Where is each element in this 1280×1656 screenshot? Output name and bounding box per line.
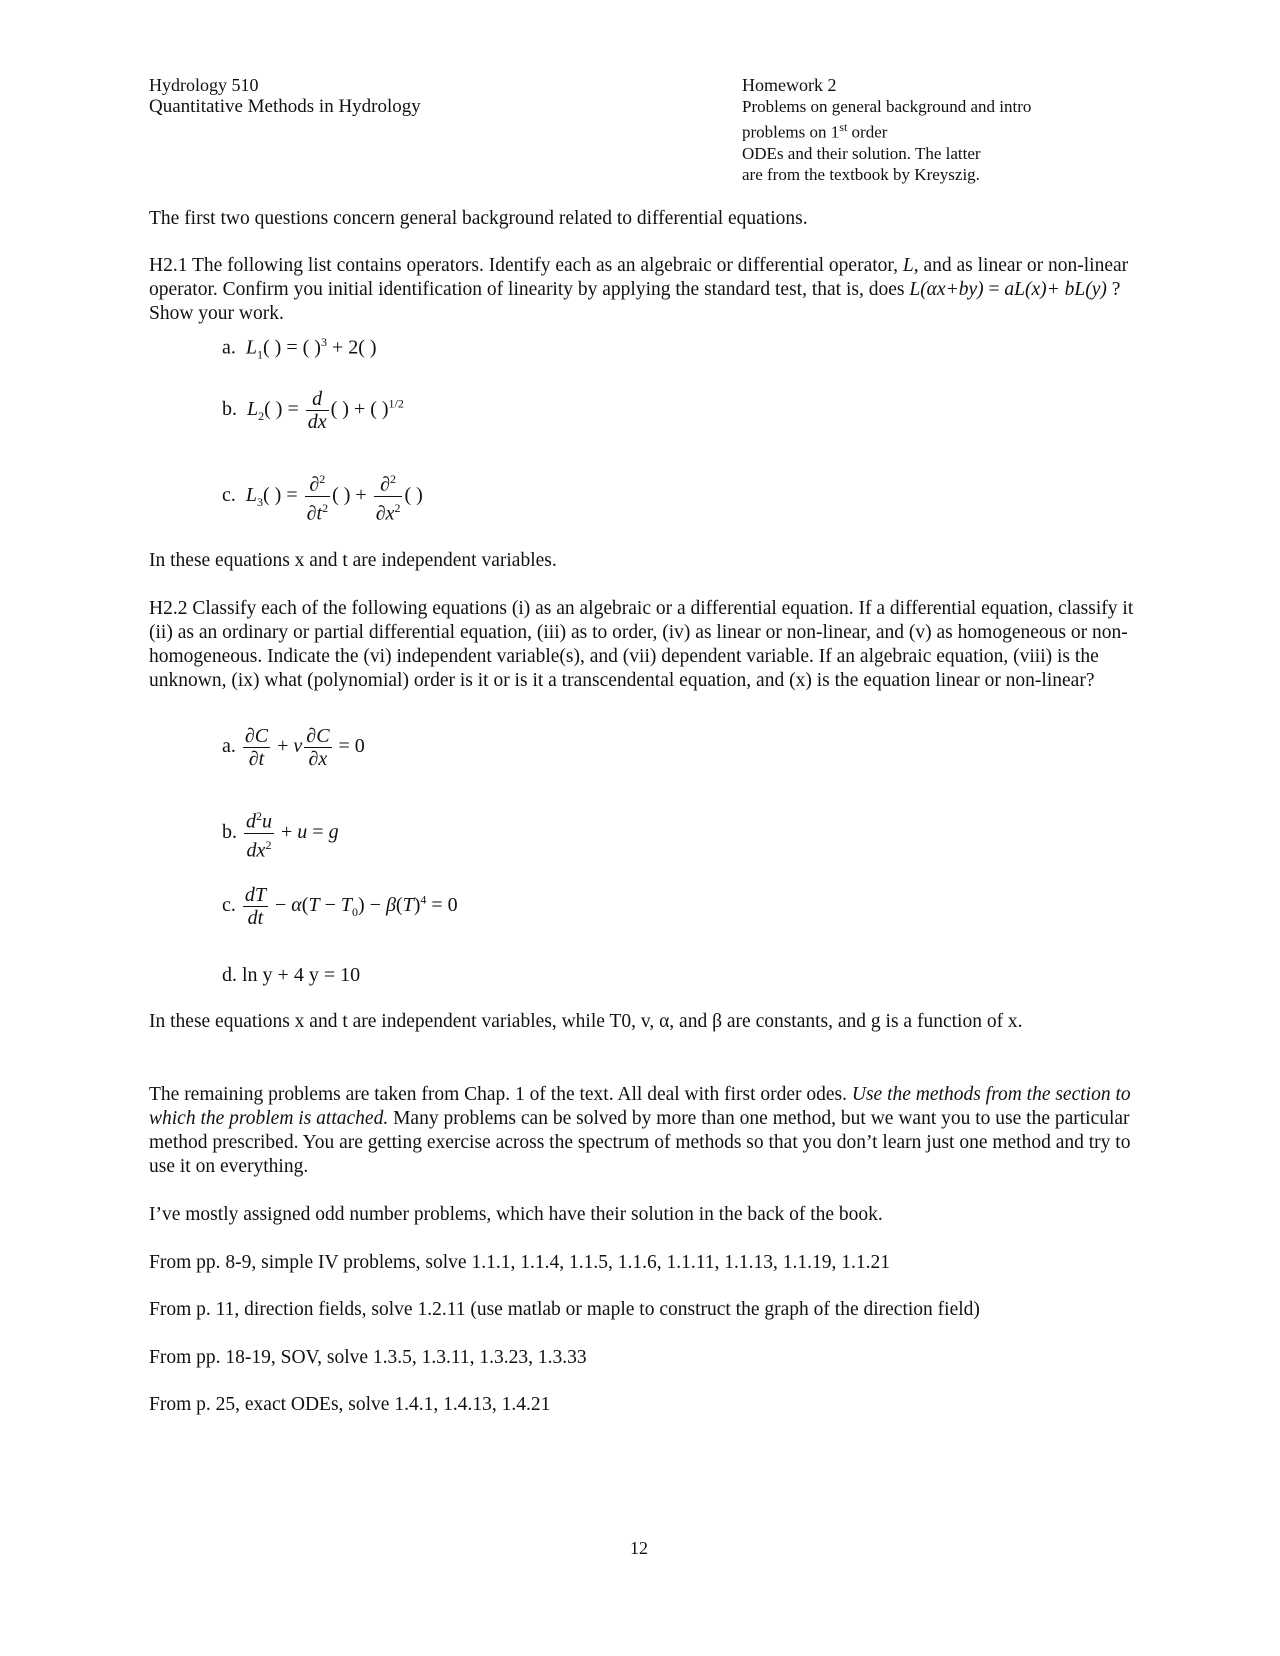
homework-desc-2a: problems on 1 — [742, 122, 840, 142]
h22-equation-b: b. $\frac{d^2u}{dx^2}$ + u = g — [222, 805, 339, 861]
fraction-dT-dt: $\frac{dT}{dt}$ — [244, 884, 267, 929]
homework-desc-2sup: st — [839, 120, 848, 134]
homework-title: Homework 2 — [742, 75, 837, 95]
h21-text-4: ? Show your work. — [149, 279, 1121, 324]
homework-desc-line-2 — [742, 117, 1102, 143]
h21-a-label: a. — [222, 336, 236, 359]
assignment-line: From p. 11, direction fields, solve 1.2.11 (use matlab or maple to construct the graph of the direction field) — [149, 1299, 980, 1320]
h22-equation-a: a. $\frac{\partial C}{\partial t}$ + v $\frac{\partial C}{\partial x}$ = 0 — [222, 725, 365, 770]
h21-text-2: , and as linear or non-linear operator. Confirm you initial identification of linearity by applying the standard test, that is, does — [149, 255, 1129, 300]
course-title: Quantitative Methods in Hydrology — [149, 96, 421, 117]
remaining-text-2: Many problems can be solved by more than one method, but we want you to use the particular method prescribed. You are getting exercise across the spectrum of methods so that you don’t learn just one method and try to use it on everything. — [149, 1108, 1131, 1177]
assignment-line: From p. 25, exact ODEs, solve 1.4.1, 1.4.13, 1.4.21 — [149, 1394, 551, 1415]
homework-desc-line-4: are from the textbook by Kreyszig. — [742, 164, 980, 184]
page-number: 12 — [630, 1538, 648, 1558]
remaining-paragraph — [149, 1083, 1141, 1179]
fraction-dC-dx: $\frac{\partial C}{\partial x}$ — [306, 725, 330, 770]
h22-b-label: b. — [222, 820, 237, 843]
fraction-d2-dt2: $\frac{\partial^2}{\partial t^2}$ — [305, 468, 330, 524]
h21-test-rhs: aL(x)+ bL(y) — [1004, 279, 1107, 300]
h22-a-label: a. — [222, 735, 236, 758]
fraction-dC-dt: $\frac{\partial C}{\partial t}$ — [244, 725, 269, 770]
h21-text-1: H2.1 The following list contains operators. Identify each as an algebraic or differential operator, — [149, 255, 903, 276]
h22-equation-c: c. $\frac{dT}{dt}$ − $\alpha(T - T_0) - \beta(T)^4 = 0$ — [222, 884, 458, 929]
fraction-d2u-dx2: $\frac{d^2u}{dx^2}$ — [244, 805, 274, 861]
h22-paragraph: H2.2 Classify each of the following equations (i) as an algebraic or a differential equation. If a differential equation, classify it (ii) as an ordinary or partial differential equation, (iii) as to order, (iv) as linear or non-linear, and (v) as homogeneous or non-homogeneous. Indicate the (vi) independent variable(s), and (vii) dependent variable. If an algebraic equation, (viii) is the unknown, (ix) what (polynomial) order is it or is it a transcendental equation, and (x) is the equation linear or non-linear? — [149, 598, 1134, 691]
header-right — [742, 74, 1102, 185]
h21-paragraph — [149, 254, 1139, 326]
course-code: Hydrology 510 — [149, 75, 259, 95]
h21-equation-b: b. $L_2$( ) = $\frac{d}{dx}$ ( ) + ( )$^{1/2}$ — [222, 388, 404, 433]
assignment-line: From pp. 8-9, simple IV problems, solve 1.1.1, 1.1.4, 1.1.5, 1.1.6, 1.1.11, 1.1.13, 1.1.19, 1.1.21 — [149, 1252, 890, 1273]
h21-test-lhs: L(αx+by) — [909, 279, 984, 300]
odd-problems-note: I’ve mostly assigned odd number problems, which have their solution in the back of the book. — [149, 1204, 883, 1225]
homework-desc-2b: order — [847, 122, 888, 142]
h21-operator-L: L — [902, 255, 914, 276]
h21-b-label: b. — [222, 398, 237, 421]
h21-c-label: c. — [222, 483, 236, 506]
h21-equation-a: a. $L_1$( ) = ( )$^3$ + 2( ) — [222, 335, 377, 362]
intro-paragraph: The first two questions concern general background related to differential equations. — [149, 208, 808, 229]
homework-desc-line-3: ODEs and their solution. The latter — [742, 143, 981, 163]
h21-note: In these equations x and t are independent variables. — [149, 550, 557, 571]
h21-equation-c: c. $L_3$( ) = $\frac{\partial^2}{\partial t^2}$ ( ) + $\frac{\partial^2}{\partial x^2}$ ( ) — [222, 468, 423, 524]
homework-desc-line-1: Problems on general background and intro — [742, 97, 1032, 116]
remaining-italic: Use the methods from the section to which the problem is attached. — [149, 1084, 1131, 1129]
h22-equation-d: d. ln y + 4 y = 10 — [222, 964, 361, 986]
h21-text-3: = — [983, 279, 1005, 300]
fraction-d2-dx2: $\frac{\partial^2}{\partial x^2}$ — [374, 468, 403, 524]
fraction-d-dx: $\frac{d}{dx}$ — [307, 388, 327, 433]
remaining-text-1: The remaining problems are taken from Chap. 1 of the text. All deal with first order odes. — [149, 1084, 852, 1105]
h22-c-label: c. — [222, 894, 236, 917]
assignment-line: From pp. 18-19, SOV, solve 1.3.5, 1.3.11, 1.3.23, 1.3.33 — [149, 1347, 587, 1368]
h22-note: In these equations x and t are independent variables, while T0, v, α, and β are constants, and g is a function of x. — [149, 1011, 1023, 1032]
header-left — [149, 74, 421, 118]
